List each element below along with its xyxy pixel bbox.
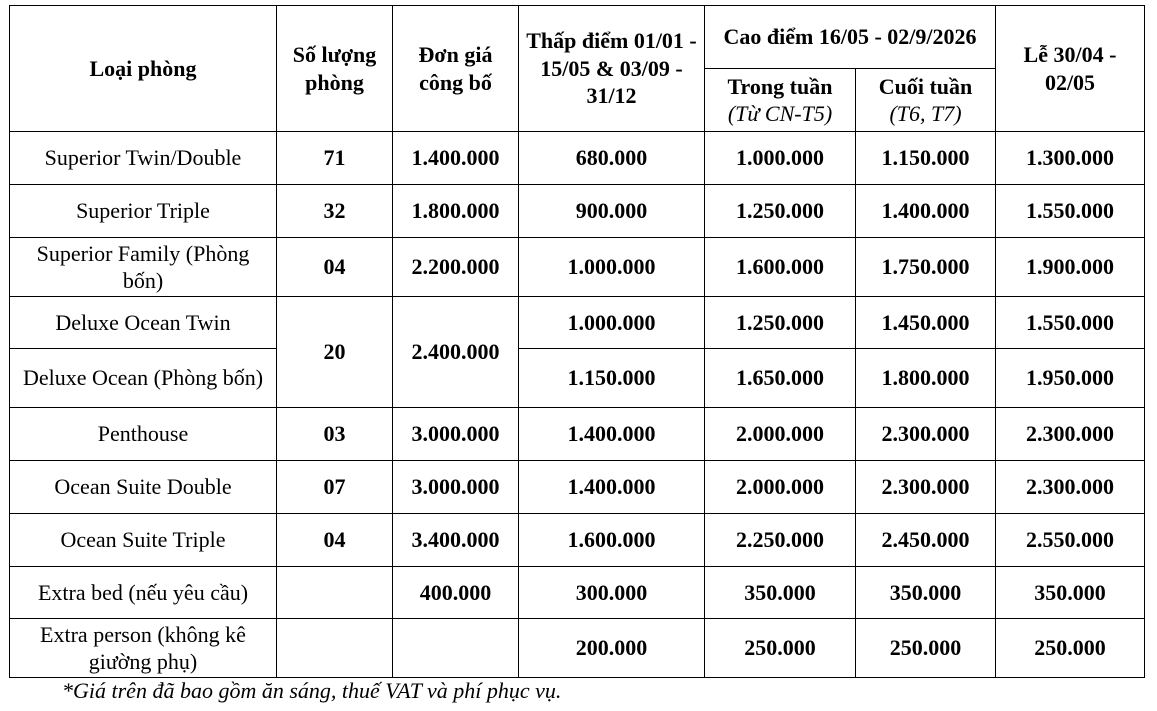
weekend-rate: 1.800.000 bbox=[856, 349, 996, 408]
header-weekend-note: (T6, T7) bbox=[889, 101, 962, 126]
table-row bbox=[10, 567, 1145, 619]
weekend-rate: 2.300.000 bbox=[856, 408, 996, 461]
weekday-rate: 1.250.000 bbox=[705, 297, 856, 349]
holiday-rate: 1.550.000 bbox=[996, 297, 1145, 349]
weekend-rate: 1.750.000 bbox=[856, 238, 996, 297]
room-name: Superior Triple bbox=[10, 185, 277, 238]
weekday-rate: 2.000.000 bbox=[705, 408, 856, 461]
room-count bbox=[277, 567, 393, 619]
low-season-rate: 680.000 bbox=[519, 132, 705, 185]
weekday-rate: 1.250.000 bbox=[705, 185, 856, 238]
room-count: 04 bbox=[277, 238, 393, 297]
published-rate: 3.000.000 bbox=[393, 461, 519, 514]
holiday-rate: 1.300.000 bbox=[996, 132, 1145, 185]
low-season-rate: 1.000.000 bbox=[519, 238, 705, 297]
published-rate: 2.200.000 bbox=[393, 238, 519, 297]
published-rate: 3.400.000 bbox=[393, 514, 519, 567]
room-name: Superior Twin/Double bbox=[10, 132, 277, 185]
table-row bbox=[10, 185, 1145, 238]
room-count: 04 bbox=[277, 514, 393, 567]
holiday-rate: 1.550.000 bbox=[996, 185, 1145, 238]
weekend-rate: 1.150.000 bbox=[856, 132, 996, 185]
room-name: Penthouse bbox=[10, 408, 277, 461]
low-season-rate: 1.400.000 bbox=[519, 408, 705, 461]
header-weekday-label: Trong tuần bbox=[727, 73, 833, 99]
table-row bbox=[10, 619, 1145, 678]
header-weekday-note: (Từ CN-T5) bbox=[727, 101, 833, 126]
low-season-rate: 1.150.000 bbox=[519, 349, 705, 408]
weekday-rate: 250.000 bbox=[705, 619, 856, 678]
footnote: *Giá trên đã bao gồm ăn sáng, thuế VAT và phí phục vụ. bbox=[62, 678, 562, 703]
weekend-rate: 250.000 bbox=[856, 619, 996, 678]
room-name: Extra bed (nếu yêu cầu) bbox=[10, 567, 277, 619]
low-season-rate: 200.000 bbox=[519, 619, 705, 678]
weekend-rate: 2.300.000 bbox=[856, 461, 996, 514]
table-row bbox=[10, 132, 1145, 185]
holiday-rate: 2.550.000 bbox=[996, 514, 1145, 567]
header-room-count: Số lượng phòng bbox=[277, 6, 393, 132]
header-low-season: Thấp điểm 01/01 - 15/05 & 03/09 - 31/12 bbox=[519, 6, 705, 132]
room-count bbox=[277, 619, 393, 678]
table-row bbox=[10, 408, 1145, 461]
weekday-rate: 350.000 bbox=[705, 567, 856, 619]
header-published-rate: Đơn giá công bố bbox=[393, 6, 519, 132]
room-count: 20 bbox=[277, 297, 393, 408]
room-name: Ocean Suite Double bbox=[10, 461, 277, 514]
header-holiday: Lễ 30/04 - 02/05 bbox=[996, 6, 1145, 132]
header-weekend-label: Cuối tuần bbox=[878, 73, 973, 99]
holiday-rate: 250.000 bbox=[996, 619, 1145, 678]
table-row bbox=[10, 297, 1145, 349]
header-peak-season: Cao điểm 16/05 - 02/9/2026 bbox=[705, 6, 996, 69]
room-count: 07 bbox=[277, 461, 393, 514]
low-season-rate: 900.000 bbox=[519, 185, 705, 238]
published-rate: 400.000 bbox=[393, 567, 519, 619]
header-weekend bbox=[856, 69, 996, 132]
rate-table bbox=[9, 5, 1145, 678]
holiday-rate: 2.300.000 bbox=[996, 408, 1145, 461]
holiday-rate: 350.000 bbox=[996, 567, 1145, 619]
low-season-rate: 1.600.000 bbox=[519, 514, 705, 567]
header-weekday bbox=[705, 69, 856, 132]
low-season-rate: 300.000 bbox=[519, 567, 705, 619]
room-name: Extra person (không kê giường phụ) bbox=[10, 619, 277, 678]
published-rate: 1.800.000 bbox=[393, 185, 519, 238]
table-row bbox=[10, 461, 1145, 514]
weekend-rate: 2.450.000 bbox=[856, 514, 996, 567]
room-count: 32 bbox=[277, 185, 393, 238]
room-count: 03 bbox=[277, 408, 393, 461]
weekday-rate: 1.650.000 bbox=[705, 349, 856, 408]
published-rate bbox=[393, 619, 519, 678]
low-season-rate: 1.000.000 bbox=[519, 297, 705, 349]
holiday-rate: 1.950.000 bbox=[996, 349, 1145, 408]
published-rate: 1.400.000 bbox=[393, 132, 519, 185]
header-room-type: Loại phòng bbox=[10, 6, 277, 132]
room-name: Deluxe Ocean (Phòng bốn) bbox=[10, 349, 277, 408]
weekend-rate: 1.400.000 bbox=[856, 185, 996, 238]
room-name: Superior Family (Phòng bốn) bbox=[10, 238, 277, 297]
table-row bbox=[10, 514, 1145, 567]
weekday-rate: 1.600.000 bbox=[705, 238, 856, 297]
weekday-rate: 2.250.000 bbox=[705, 514, 856, 567]
published-rate: 2.400.000 bbox=[393, 297, 519, 408]
weekend-rate: 1.450.000 bbox=[856, 297, 996, 349]
weekday-rate: 1.000.000 bbox=[705, 132, 856, 185]
table-row bbox=[10, 238, 1145, 297]
holiday-rate: 1.900.000 bbox=[996, 238, 1145, 297]
published-rate: 3.000.000 bbox=[393, 408, 519, 461]
holiday-rate: 2.300.000 bbox=[996, 461, 1145, 514]
table-row bbox=[10, 349, 1145, 408]
room-name: Ocean Suite Triple bbox=[10, 514, 277, 567]
room-count: 71 bbox=[277, 132, 393, 185]
low-season-rate: 1.400.000 bbox=[519, 461, 705, 514]
room-name: Deluxe Ocean Twin bbox=[10, 297, 277, 349]
weekday-rate: 2.000.000 bbox=[705, 461, 856, 514]
weekend-rate: 350.000 bbox=[856, 567, 996, 619]
